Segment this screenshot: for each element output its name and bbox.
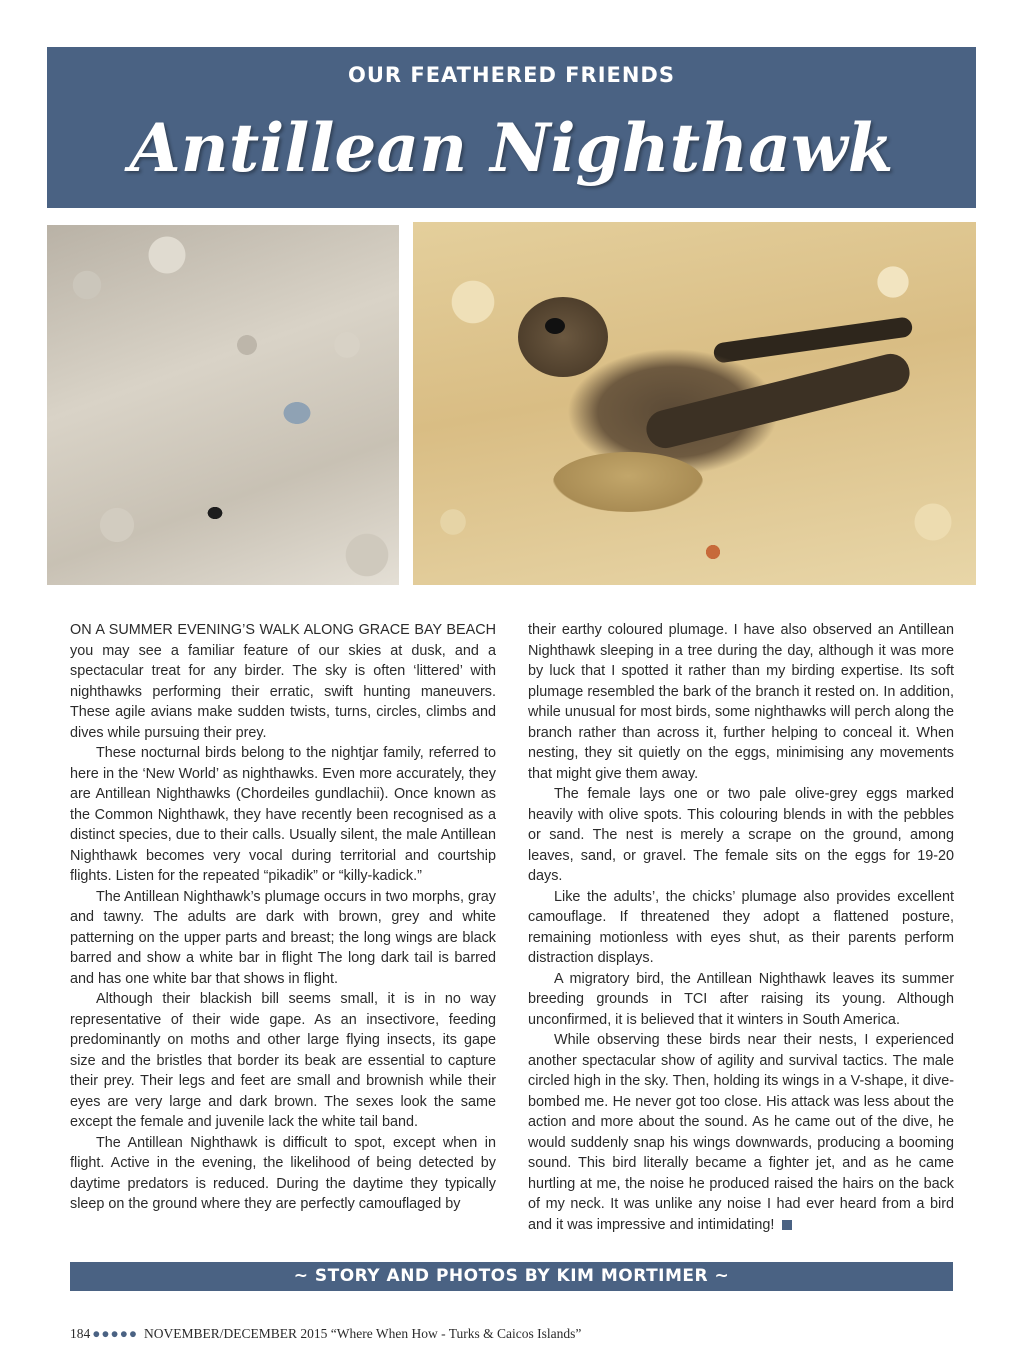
paragraph: their earthy coloured plumage. I have also observed an Antillean Nighthawk sleeping in a tree during the day, although it was more by luck that I spotted it rather than my birding expertise. Its soft plumage resembled the bark of the branch it rested on. In addition, while unusual for most birds, some nighthawks will perch along the branch rather than across it, further helping to conceal it. When nesting, they sit quietly on the eggs, minimising any movements that might give them away. <box>528 622 954 782</box>
bird-head-shape <box>518 297 608 377</box>
paragraph-text: While observing these birds near their nests, I experienced another spectacular show of agility and survival tactics. The male circled high in the sky. Then, holding its wings in a V-shape, it dive-bombed me. He never got too close. His attack was less about the action and more about the sound. As he came out of the dive, he would suddenly snap his wings downwards, producing a booming sound. This bird literally became a fighter jet, and as he came hurtling at me, the noise he produced raised the hairs on the back of my neck. It was unlike any noise I had ever heard from a bird and it was impressive and intimidating! <box>528 1032 954 1233</box>
section-kicker: OUR FEATHERED FRIENDS <box>347 63 675 87</box>
nighthawk-photo <box>413 222 976 585</box>
paragraph: ON A SUMMER EVENING’S WALK ALONG GRACE BAY BEACH you may see a familiar feature of our skies at dusk, and a spectacular treat for any birder. The sky is often ‘littered’ with nighthawks performing their erratic, swift hunting maneuvers. These agile avians make sudden twists, turns, circles, climbs and dives while pursuing their prey. <box>70 622 496 741</box>
title-banner <box>47 47 976 208</box>
publication-name: “Where When How - Turks & Caicos Islands” <box>330 1326 582 1341</box>
byline: ~ STORY AND PHOTOS BY KIM MORTIMER ~ <box>70 1262 953 1291</box>
paragraph: These nocturnal birds belong to the nightjar family, referred to here in the ‘New World’ as nighthawks. Even more accurately, they are Antillean Nighthawks (Chordeiles gundlachii). Once known as the Common Nighthawk, they have recently been recognised as a distinct species, due to their calls. Usually silent, the male Antillean Nighthawk becomes very vocal during territorial and courtship flights. Listen for the repeated “pikadik” or “killy-kadick.” <box>70 745 496 884</box>
paragraph-last <box>528 1030 954 1235</box>
dots-separator-icon: ●●●●● <box>92 1326 139 1341</box>
article-title: Antillean Nighthawk <box>129 109 894 187</box>
pebbles-egg-photo <box>47 225 399 585</box>
paragraph: A migratory bird, the Antillean Nighthawk leaves its summer breeding grounds in TCI after raising its young. Although unconfirmed, it is believed that it winters in South America. <box>528 970 954 1028</box>
bird-belly-shape <box>553 452 703 512</box>
paragraph: The female lays one or two pale olive-grey eggs marked heavily with olive spots. This colouring blends in with the pebbles or sand. The nest is merely a scrape on the ground, among leaves, sand, or gravel. The female sits on the eggs for 19-20 days. <box>528 786 954 884</box>
article-column-left <box>70 620 496 1215</box>
end-mark-icon <box>782 1220 792 1230</box>
article-column-right <box>528 620 954 1235</box>
bird-eye-shape <box>545 318 565 334</box>
page-number: 184 <box>70 1326 91 1341</box>
page-footer <box>70 1326 581 1342</box>
issue-date: NOVEMBER/DECEMBER 2015 <box>144 1326 328 1341</box>
paragraph: Like the adults’, the chicks’ plumage also provides excellent camouflage. If threatened they adopt a flattened posture, remaining motionless with eyes shut, as their parents perform distraction displays. <box>528 888 954 966</box>
paragraph: The Antillean Nighthawk is difficult to spot, except when in flight. Active in the evening, the likelihood of being detected by daytime predators is reduced. During the daytime they typically sleep on the ground where they are perfectly camouflaged by <box>70 1134 496 1212</box>
paragraph: The Antillean Nighthawk’s plumage occurs in two morphs, gray and tawny. The adults are dark with brown, grey and white patterning on the upper parts and breast; the long wings are black barred and show a white bar in flight The long dark tail is barred and has one white bar that shows in flight. <box>70 888 496 987</box>
paragraph: Although their blackish bill seems small, it is in no way representative of their wide gape. As an insectivore, feeding predominantly on moths and other large flying insects, its gape size and the bristles that border its beak are essential to capture their prey. Their legs and feet are small and brownish while their eyes are very large and dark brown. The sexes look the same except the female and juvenile lack the white tail band. <box>70 991 496 1130</box>
